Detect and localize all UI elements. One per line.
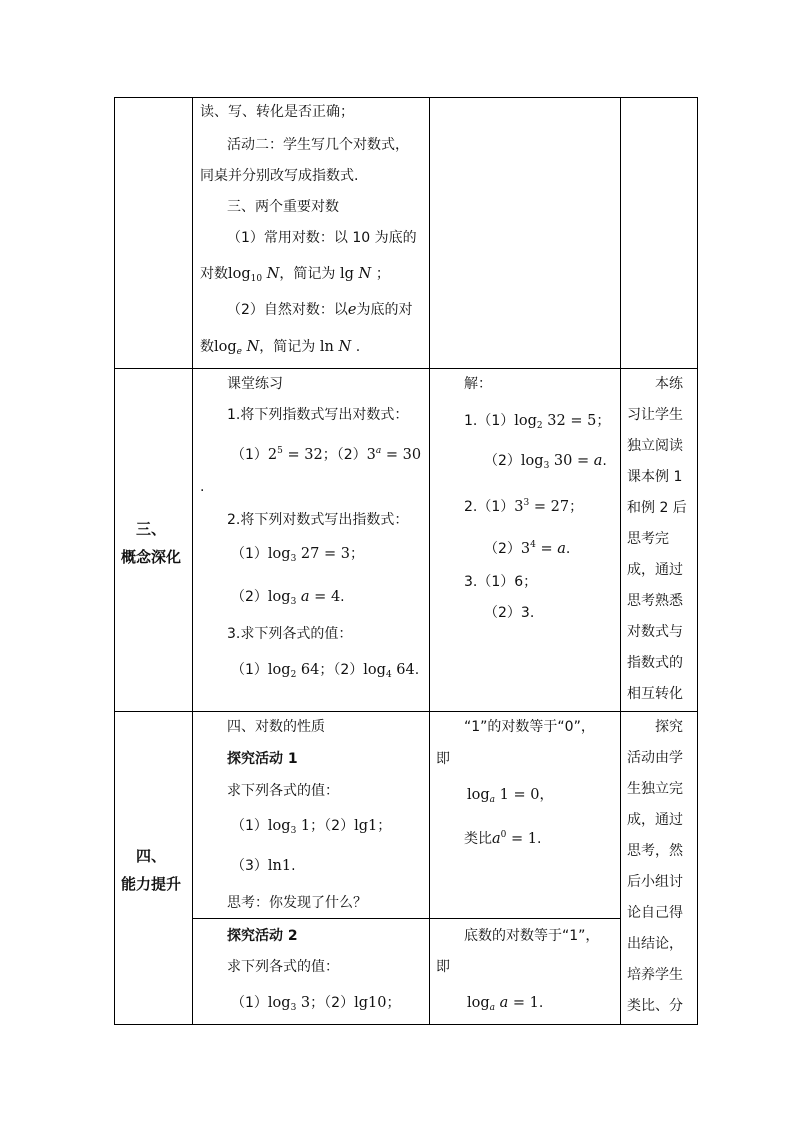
formula-lg-n: lg N [335, 266, 372, 282]
row-divider-2 [114, 711, 698, 712]
answer-3-2: （2）3. [484, 605, 535, 621]
activity-1-items: $(1)\log_3$ 1；（2）lg1； [231, 818, 392, 836]
note-line: 课本例 1 [627, 469, 683, 485]
row1-line-5: （1）常用对数：以 10 为底的 [227, 230, 417, 246]
property-1-analogy: 类比$a^0 = 1$. [464, 830, 542, 847]
table-border-right [697, 97, 698, 1025]
answer-2-1: $2.(1)3^3 = 27$； [464, 498, 584, 515]
property-title: 四、对数的性质 [227, 719, 325, 735]
think-question: 思考：你发现了什么？ [227, 895, 367, 911]
note-line: 思考，然 [627, 843, 683, 859]
section-name-3: 概念深化 [121, 548, 182, 566]
table-border-top [114, 97, 698, 98]
exercise-q2-item2: $(2)\log_3$ a = 4. [231, 589, 345, 607]
row1-line-8: 数$\log_e N$，简记为 ln N . [200, 339, 361, 357]
sub-row-divider [192, 918, 621, 919]
note-line: 本练 [655, 376, 683, 392]
note-line: 成，通过 [627, 812, 683, 828]
section-number-4: 四、 [136, 847, 167, 865]
note-line: 培养学生 [627, 967, 683, 983]
activity-2-ask: 求下列各式的值： [227, 959, 339, 975]
section-name-4: 能力提升 [121, 875, 182, 893]
activity-2-items: $(1)\log_3$ 3；（2）lg10； [231, 995, 401, 1013]
property-1-ji: 即 [436, 751, 450, 767]
note-line: 思考熟悉 [627, 593, 683, 609]
note-line: 独立阅读 [627, 438, 683, 454]
answer-1-2: $(2)\log_3$ 30 = a. [484, 453, 607, 471]
exercise-q2-item1: $(1)\log_3$ 27 = 3； [231, 546, 364, 564]
exercise-q1-end: . [200, 479, 205, 495]
property-1-statement: “1”的对数等于“0”， [464, 719, 595, 735]
row1-line-7: （2）自然对数：以e为底的对 [227, 302, 413, 318]
property-1-formula: $\log_a 1 = 0$， [467, 787, 554, 805]
activity-1-title: 探究活动 1 [227, 751, 298, 767]
exercise-q1: 1.将下列指数式写出对数式： [227, 407, 409, 423]
table-divider-3 [620, 97, 621, 1025]
answer-3-1: 3.（1）6； [464, 574, 538, 590]
note-line: 类比、分 [627, 998, 683, 1014]
exercise-q1-items: $(1)2^5 = 32$；$(2)3^a = 30$ [231, 446, 422, 463]
note-line: 活动由学 [627, 750, 683, 766]
note-line: 后小组讨 [627, 874, 683, 890]
note-line: 和例 2 后 [627, 500, 687, 516]
exercise-q3-items: $(1)\log_2$ 64；$(2)\log_4$ 64. [231, 662, 420, 680]
table-border-left [114, 97, 115, 1025]
formula-log10-n: $\log_{10} N$ [228, 266, 280, 284]
note-line: 习让学生 [627, 407, 683, 423]
property-2-ji: 即 [436, 959, 450, 975]
property-2-formula: $\log_a a = 1$. [467, 995, 544, 1013]
formula-loge-n: $\log_e N$ [214, 339, 260, 357]
note-line: 论自己得 [627, 905, 683, 921]
note-line: 生独立完 [627, 781, 683, 797]
note-line: 成，通过 [627, 562, 683, 578]
row-divider-1 [114, 368, 698, 369]
note-line: 探究 [655, 719, 683, 735]
exercise-q3: 3.求下列各式的值： [227, 626, 353, 642]
answer-2-2: $(2)3^4 = a$. [484, 540, 571, 557]
activity-2-title: 探究活动 2 [227, 928, 298, 944]
row1-subheading: 三、两个重要对数 [227, 199, 339, 215]
note-line: 思考完 [627, 531, 669, 547]
table-border-bottom [114, 1024, 698, 1025]
row1-line-3: 同桌并分别改写成指数式. [200, 168, 359, 184]
activity-1-item3: （3）ln1. [231, 858, 296, 874]
section-number-3: 三、 [136, 520, 167, 538]
note-line: 指数式的 [627, 655, 683, 671]
answer-head: 解： [464, 376, 492, 392]
exercise-title: 课堂练习 [227, 376, 283, 392]
note-line: 相互转化 [627, 686, 683, 702]
table-divider-2 [429, 97, 430, 1025]
row1-line-2: 活动二：学生写几个对数式， [227, 137, 409, 153]
exercise-q2: 2.将下列对数式写出指数式： [227, 512, 409, 528]
note-line: 对数式与 [627, 624, 683, 640]
row1-line-1: 读、写、转化是否正确； [200, 104, 354, 120]
table-divider-1 [192, 97, 193, 1025]
property-2-statement: 底数的对数等于“1”， [464, 928, 600, 944]
activity-1-ask: 求下列各式的值： [227, 783, 339, 799]
note-line: 出结论， [627, 936, 683, 952]
formula-e: e [347, 302, 357, 318]
row1-line-6: 对数$\log_{10} N$，简记为 lg N ； [200, 266, 390, 284]
answer-1-1: $1.(1)\log_2$ 32 = 5； [464, 413, 611, 431]
formula-ln-n: ln N [315, 339, 352, 355]
